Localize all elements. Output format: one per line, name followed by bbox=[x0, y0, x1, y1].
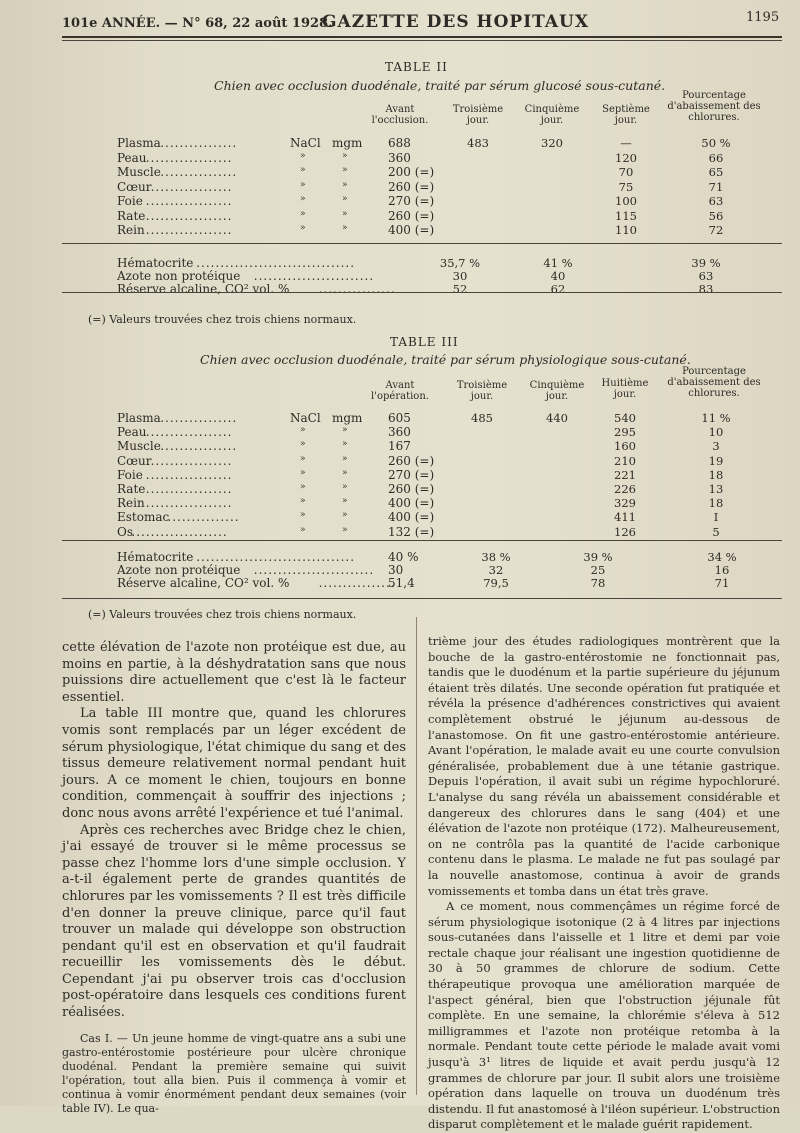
unit-2: » bbox=[342, 510, 348, 521]
table3-title: TABLE III bbox=[390, 335, 459, 349]
table2-subtitle: Chien avec occlusion duodénale, traité par sérum glucosé sous-cutané. bbox=[214, 78, 666, 93]
extra-avant: 40 % bbox=[388, 550, 419, 564]
value-cell: 10 bbox=[708, 425, 724, 440]
leader-dots: .................. bbox=[145, 482, 233, 496]
leader-dots: .................. bbox=[145, 496, 233, 511]
row-label: Cœur bbox=[117, 179, 152, 194]
value-avant: 260 (=) bbox=[388, 208, 435, 223]
value-cell: 126 bbox=[614, 524, 636, 539]
value-cell: 540 bbox=[614, 411, 636, 425]
leader-dots: .................... bbox=[131, 524, 228, 539]
table2-col-3: Troisième jour. bbox=[452, 104, 504, 126]
value-cell: — bbox=[620, 136, 632, 150]
row-label: Cœur bbox=[117, 453, 152, 468]
unit-2: » bbox=[342, 496, 348, 507]
row-label: Peau bbox=[117, 425, 147, 440]
value-cell: 100 bbox=[615, 194, 637, 208]
value-avant: 688 bbox=[388, 136, 411, 150]
row-label: Plasma bbox=[117, 136, 161, 150]
row-label: Rate bbox=[117, 482, 146, 496]
left-column bbox=[62, 640, 406, 1116]
unit-2: mgm bbox=[332, 411, 363, 425]
paragraph: A ce moment, nous commençâmes un régime forcé de sérum physiologique isotonique (2 à 4 litres par injections sous-cutanées dans l'aisselle et 1 litre et demi par voie rectale chaque jour réalisant une ingestion quotidienne de 30 à 50 grammes de chlorure de sodium. Cette thérapeutique provoqua une amélioration marquée de l'aspect général, bien que l'obstruction jéjunale fût complète. En une semaine, la chlorémie s'éleva à 512 milligrammes et l'azote non protéique retomba à la normale. Pendant toute cette période le malade avait vomi jusqu'à 3¹ litres de liquide et avait perdu jusqu'à 12 grammes de chlorure par jour. Il subit alors une troisième opération dans laquelle on trouva un duodénum très distendu. Il fut anastomosé à l'iléon supérieur. L'obstruction disparut complètement et le malade guérit rapidement. bbox=[428, 899, 780, 1132]
paragraph: La table III montre que, quand les chlorures vomis sont remplacés par un léger excédent de sérum physiologique, l'état chimique du sang et des tissus demeure relativement normal pendant huit jours. A ce moment le chien, toujours en bonne condition, commençait à souffrir des injections ; donc nous avons arrêté l'expérience et tué l'animal. bbox=[62, 706, 406, 821]
leader-dots: .................. bbox=[145, 194, 233, 208]
value-avant: 400 (=) bbox=[388, 496, 435, 511]
value-cell: 295 bbox=[614, 425, 636, 440]
row-label: Os bbox=[117, 524, 133, 539]
paragraph: trième jour des études radiologiques montrèrent que la bouche de la gastro-entérostomie ne fonctionnait pas, tandis que le duodénum et la partie supérieure du jéjunum étaient très dilatés. Une seconde opération fut pratiquée et révéla la présence d'adhérences constrictives qui avaient complètement obstrué le jéjunum au-dessous de l'anastomose. On fit une gastro-entérostomie antérieure. Avant l'opération, le malade avait eu une courte convulsion généralisée, probablement due à une tétanie gastrique. Depuis l'opération, il avait subi un régime hypochloruré. L'analyse du sang révéla un abaissement considérable et dangereux des chlorures dans le sang (404) et une élévation de l'azote non protéique (172). Malheureusement, on ne contrôla pas la quantité de l'acide carbonique contenu dans le plasma. Le malade ne fut pas soulagé par la nouvelle anastomose, continua à avoir de grands vomissements et tomba dans un état très grave. bbox=[428, 634, 780, 898]
table3-col-pct: Pourcentage d'abaissement des chlorures. bbox=[667, 366, 761, 399]
extra-label: Azote non protéique bbox=[117, 269, 241, 283]
extra-cell: 63 bbox=[698, 269, 714, 283]
value-cell: 115 bbox=[615, 208, 637, 223]
extra-cell: 38 % bbox=[481, 550, 511, 564]
unit-2: mgm bbox=[332, 136, 363, 150]
leader-dots: .................. bbox=[145, 453, 233, 468]
table3-note: (=) Valeurs trouvées chez trois chiens normaux. bbox=[88, 608, 357, 621]
extra-avant: 30 bbox=[388, 563, 404, 577]
leader-dots: ................ bbox=[318, 576, 396, 590]
leader-dots: .................. bbox=[145, 150, 233, 165]
value-cell: 226 bbox=[614, 482, 636, 496]
leader-dots: .................. bbox=[145, 425, 233, 440]
extra-cell: 30 bbox=[452, 269, 468, 283]
value-avant: 270 (=) bbox=[388, 194, 435, 208]
value-avant: 132 (=) bbox=[388, 524, 435, 539]
table2-mid-rule bbox=[62, 243, 782, 244]
leader-dots: .................. bbox=[145, 223, 233, 237]
leader-dots: ................ bbox=[160, 165, 238, 179]
unit-1: » bbox=[300, 425, 306, 436]
extra-cell: 78 bbox=[590, 576, 606, 590]
extra-cell: 71 bbox=[714, 576, 730, 590]
value-cell: 66 bbox=[708, 150, 724, 165]
table2-col-7: Septième jour. bbox=[602, 104, 650, 126]
value-cell: 72 bbox=[708, 223, 724, 237]
journal-title: GAZETTE DES HOPITAUX bbox=[322, 12, 590, 32]
unit-1: » bbox=[300, 150, 306, 161]
extra-cell: 52 bbox=[452, 282, 468, 296]
value-cell: 483 bbox=[467, 136, 489, 150]
leader-dots: .................. bbox=[145, 179, 233, 194]
row-label: Rate bbox=[117, 208, 146, 223]
row-label: Rein bbox=[117, 496, 145, 511]
extra-avant: 51,4 bbox=[388, 576, 415, 590]
value-avant: 260 (=) bbox=[388, 453, 435, 468]
unit-1: » bbox=[300, 467, 306, 478]
unit-2: » bbox=[342, 208, 348, 219]
unit-2: » bbox=[342, 439, 348, 450]
extra-cell: 83 bbox=[698, 282, 714, 296]
unit-2: » bbox=[342, 482, 348, 492]
value-cell: 210 bbox=[614, 453, 636, 468]
row-label: Foie bbox=[117, 467, 143, 482]
leader-dots: ................ bbox=[160, 136, 238, 150]
unit-1: » bbox=[300, 165, 306, 175]
leader-dots: ......................... bbox=[253, 563, 375, 577]
table3-subtitle: Chien avec occlusion duodénale, traité par sérum physiologique sous-cutané. bbox=[200, 352, 691, 367]
value-avant: 200 (=) bbox=[388, 165, 435, 179]
table2-note: (=) Valeurs trouvées chez trois chiens normaux. bbox=[88, 313, 357, 326]
table2-title: TABLE II bbox=[385, 60, 448, 74]
value-cell: 5 bbox=[712, 524, 720, 539]
value-cell: 18 bbox=[708, 496, 724, 511]
table3-col-avant: Avant l'opération. bbox=[371, 380, 429, 402]
value-cell: I bbox=[713, 510, 719, 525]
unit-1: » bbox=[300, 208, 306, 219]
value-cell: 56 bbox=[708, 208, 724, 223]
extra-cell: 39 % bbox=[691, 256, 721, 270]
extra-cell: 41 % bbox=[543, 256, 573, 270]
value-cell: 50 % bbox=[701, 136, 731, 150]
extra-label: Réserve alcaline, CO² vol. % bbox=[117, 576, 290, 590]
paragraph: cette élévation de l'azote non protéique est due, au moins en partie, à la déshydratation sans que nous puissions dire actuellement que c'est là le facteur essentiel. bbox=[62, 640, 406, 705]
value-cell: 75 bbox=[618, 179, 634, 194]
extra-cell: 32 bbox=[488, 563, 504, 577]
unit-1: NaCl bbox=[290, 136, 321, 150]
value-cell: 71 bbox=[708, 179, 724, 194]
extra-label: Réserve alcaline, CO² vol. % bbox=[117, 282, 290, 296]
extra-cell: 34 % bbox=[707, 550, 737, 564]
unit-2: » bbox=[342, 179, 348, 190]
leader-dots: ................................. bbox=[196, 256, 356, 270]
value-avant: 270 (=) bbox=[388, 467, 435, 482]
table3-mid-rule bbox=[62, 540, 782, 541]
value-avant: 260 (=) bbox=[388, 482, 435, 496]
row-label: Estomac bbox=[117, 510, 170, 525]
case-paragraph: Cas I. — Un jeune homme de vingt-quatre ans a subi une gastro-entérostomie postérieure pour ulcère chronique duodénal. Pendant la première semaine qui suivit l'opération, tout alla bien. Puis il commença à vomir et continua à vomir énormément pendant deux semaines (voir table IV). Le qua- bbox=[62, 1031, 406, 1115]
unit-1: » bbox=[300, 524, 306, 535]
value-avant: 400 (=) bbox=[388, 510, 435, 525]
value-cell: 110 bbox=[615, 223, 637, 237]
unit-2: » bbox=[342, 425, 348, 436]
unit-1: » bbox=[300, 510, 306, 521]
extra-cell: 40 bbox=[550, 269, 566, 283]
row-label: Foie bbox=[117, 194, 143, 208]
value-cell: 120 bbox=[615, 150, 637, 165]
leader-dots: .................. bbox=[145, 208, 233, 223]
leader-dots: ................................. bbox=[196, 550, 356, 564]
value-avant: 605 bbox=[388, 411, 411, 425]
right-column bbox=[428, 634, 780, 1133]
leader-dots: ............... bbox=[167, 510, 240, 525]
unit-1: » bbox=[300, 223, 306, 233]
unit-1: » bbox=[300, 439, 306, 450]
table3-col-3: Troisième jour. bbox=[456, 380, 508, 402]
leader-dots: .................. bbox=[145, 467, 233, 482]
table3-col-5: Cinquième jour. bbox=[529, 380, 585, 402]
unit-2: » bbox=[342, 524, 348, 535]
value-cell: 440 bbox=[546, 411, 568, 425]
value-cell: 411 bbox=[614, 510, 636, 525]
unit-1: » bbox=[300, 179, 306, 190]
extra-cell: 25 bbox=[590, 563, 606, 577]
row-label: Muscle bbox=[117, 439, 161, 454]
unit-2: » bbox=[342, 453, 348, 464]
unit-2: » bbox=[342, 223, 348, 233]
row-label: Peau bbox=[117, 150, 147, 165]
extra-cell: 16 bbox=[714, 563, 730, 577]
unit-2: » bbox=[342, 467, 348, 478]
value-cell: 329 bbox=[614, 496, 636, 511]
value-avant: 260 (=) bbox=[388, 179, 435, 194]
value-avant: 360 bbox=[388, 425, 411, 440]
extra-cell: 35,7 % bbox=[439, 256, 481, 270]
page-number: 1195 bbox=[746, 10, 780, 25]
value-avant: 360 bbox=[388, 150, 411, 165]
table3-col-8: Huitième jour. bbox=[601, 378, 649, 400]
leader-dots: ................ bbox=[160, 439, 238, 454]
paragraph: Après ces recherches avec Bridge chez le chien, j'ai essayé de trouver si le même processus se passe chez l'homme lors d'une simple occlusion. Y a-t-il également perte de grandes quantités de chlorures par les vomissements ? Il est très difficile d'en donner la preuve clinique, parce qu'il faut trouver un malade qui développe son obstruction pendant qu'il est en observation et qu'il faudrait recueillir les vomissements dès le début. Cependant j'ai pu observer trois cas d'occlusion post-opératoire dans lesquels ces conditions furent réalisées. bbox=[62, 822, 406, 1021]
extra-label: Azote non protéique bbox=[117, 563, 241, 577]
table2-col-pct: Pourcentage d'abaissement des chlorures. bbox=[667, 90, 761, 123]
extra-label: Hématocrite bbox=[117, 256, 194, 270]
extra-label: Hématocrite bbox=[117, 550, 194, 564]
value-cell: 485 bbox=[471, 411, 493, 425]
row-label: Plasma bbox=[117, 411, 161, 425]
table2-col-5: Cinquième jour. bbox=[524, 104, 580, 126]
table2-col-avant: Avant l'occlusion. bbox=[371, 104, 429, 126]
unit-1: » bbox=[300, 496, 306, 507]
value-cell: 70 bbox=[618, 165, 634, 179]
header-rule-thin bbox=[62, 40, 782, 41]
value-cell: 19 bbox=[708, 453, 724, 468]
unit-2: » bbox=[342, 150, 348, 161]
value-cell: 320 bbox=[541, 136, 563, 150]
unit-1: NaCl bbox=[290, 411, 321, 425]
unit-2: » bbox=[342, 194, 348, 204]
value-cell: 11 % bbox=[701, 411, 731, 425]
leader-dots: ................ bbox=[160, 411, 238, 425]
leader-dots: ......................... bbox=[253, 269, 375, 283]
table2-end-rule bbox=[62, 292, 782, 293]
value-cell: 63 bbox=[708, 194, 724, 208]
extra-cell: 79,5 bbox=[483, 576, 509, 590]
column-divider bbox=[416, 617, 417, 1095]
table3-end-rule bbox=[62, 598, 782, 599]
value-cell: 18 bbox=[708, 467, 724, 482]
header-rule bbox=[62, 36, 782, 38]
value-avant: 400 (=) bbox=[388, 223, 435, 237]
value-cell: 3 bbox=[712, 439, 720, 454]
issue-info: 101e ANNÉE. — N° 68, 22 août 1928. bbox=[62, 16, 333, 31]
leader-dots: ................ bbox=[318, 282, 396, 296]
extra-cell: 62 bbox=[550, 282, 566, 296]
unit-1: » bbox=[300, 194, 306, 204]
row-label: Muscle bbox=[117, 165, 161, 179]
unit-1: » bbox=[300, 453, 306, 464]
unit-2: » bbox=[342, 165, 348, 175]
value-cell: 13 bbox=[708, 482, 724, 496]
row-label: Rein bbox=[117, 223, 145, 237]
unit-1: » bbox=[300, 482, 306, 492]
extra-cell: 39 % bbox=[583, 550, 613, 564]
value-cell: 221 bbox=[614, 467, 636, 482]
value-cell: 160 bbox=[614, 439, 636, 454]
value-cell: 65 bbox=[708, 165, 724, 179]
value-avant: 167 bbox=[388, 439, 411, 454]
